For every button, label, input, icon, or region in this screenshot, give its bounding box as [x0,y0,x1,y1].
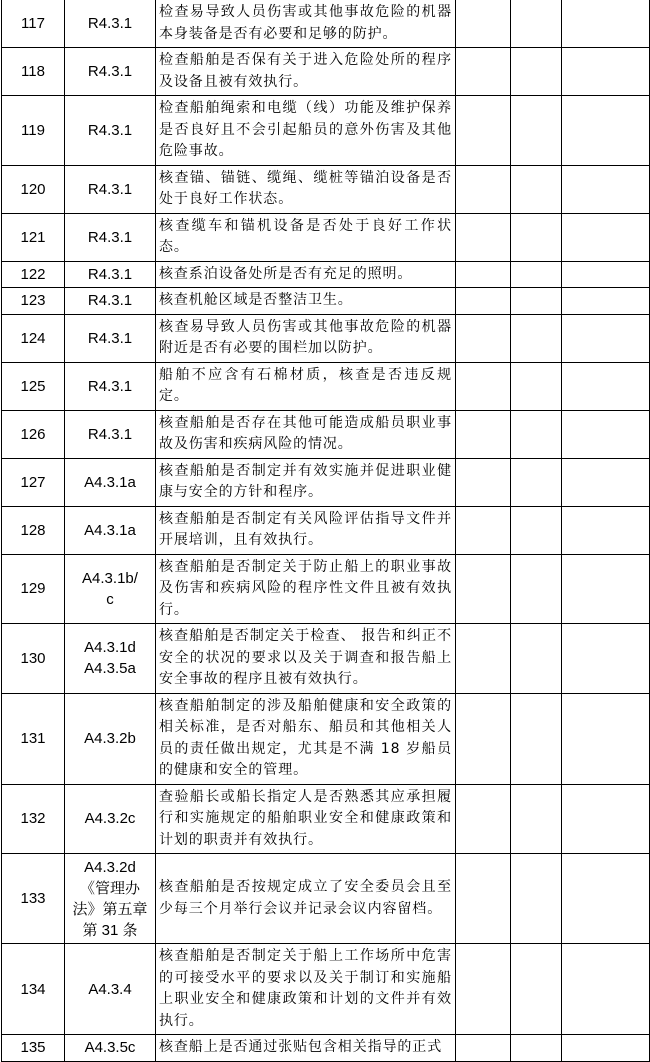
regulation-reference-line: R4.3.1 [87,228,133,246]
regulation-reference [65,410,156,458]
empty-cell [456,288,511,315]
row-number: 126 [2,410,65,458]
regulation-reference-line: A4.3.1a [84,473,136,491]
empty-cell [562,362,650,410]
regulation-reference [65,854,156,944]
empty-cell [562,48,650,96]
empty-cell [511,693,562,784]
empty-cell [562,506,650,554]
regulation-reference [65,944,156,1035]
empty-cell [562,554,650,624]
table-row [2,458,650,506]
table-row [2,1035,650,1062]
inspection-item-text: 检查船舶是否保有关于进入危险处所的程序及设备且被有效执行。 [156,48,456,96]
table-row [2,0,650,48]
inspection-item-text: 核查船舶制定的涉及船舶健康和安全政策的相关标准，是否对船东、船员和其他相关人员的责任做出规定，尤其是不满 18 岁船员的健康和安全的管理。 [156,693,456,784]
regulation-reference [65,362,156,410]
row-number: 118 [2,48,65,96]
row-number: 123 [2,288,65,315]
empty-cell [562,0,650,48]
row-number: 129 [2,554,65,624]
regulation-reference-line: A4.3.1a [84,521,136,539]
regulation-reference [65,458,156,506]
row-number: 120 [2,165,65,213]
regulation-reference-line: A4.3.1d [84,639,136,657]
inspection-item-text: 核查船舶是否存在其他可能造成船员职业事故及伤害和疾病风险的情况。 [156,410,456,458]
empty-cell [511,624,562,694]
empty-cell [511,165,562,213]
regulation-reference [65,261,156,288]
empty-cell [456,165,511,213]
row-number: 119 [2,96,65,166]
regulation-reference [65,213,156,261]
table-row [2,362,650,410]
empty-cell [511,410,562,458]
empty-cell [562,944,650,1035]
regulation-reference-line: A4.3.1b/ [82,569,138,587]
regulation-reference [65,165,156,213]
inspection-item-text: 核查船舶是否按规定成立了安全委员会且至少每三个月举行会议并记录会议内容留档。 [156,854,456,944]
empty-cell [562,624,650,694]
regulation-reference-line: A4.3.5c [84,1039,136,1057]
regulation-reference-line: A4.3.2c [84,810,136,828]
row-number: 133 [2,854,65,944]
inspection-item-text: 核查船舶是否制定有关风险评估指导文件并开展培训，且有效执行。 [156,506,456,554]
regulation-reference-line: 《管理办 [79,879,140,897]
inspection-checklist-table [1,0,650,1062]
empty-cell [511,944,562,1035]
regulation-reference [65,506,156,554]
empty-cell [511,261,562,288]
row-number: 125 [2,362,65,410]
row-number: 132 [2,784,65,854]
regulation-reference [65,48,156,96]
table-row [2,314,650,362]
empty-cell [456,96,511,166]
regulation-reference-line: R4.3.1 [87,425,133,443]
regulation-reference-line: A4.3.2b [84,730,136,747]
empty-cell [456,944,511,1035]
regulation-reference [65,96,156,166]
empty-cell [456,624,511,694]
table-row [2,624,650,694]
empty-cell [456,458,511,506]
empty-cell [562,288,650,315]
empty-cell [456,410,511,458]
regulation-reference-line: R4.3.1 [87,121,133,139]
regulation-reference [65,314,156,362]
empty-cell [562,693,650,784]
table-row [2,784,650,854]
empty-cell [511,48,562,96]
regulation-reference [65,1035,156,1062]
empty-cell [456,554,511,624]
empty-cell [456,0,511,48]
regulation-reference-line: R4.3.1 [87,377,133,395]
inspection-item-text: 核查船舶是否制定关于防止船上的职业事故及伤害和疾病风险的程序性文件且被有效执行。 [156,554,456,624]
inspection-item-text: 检查船舶绳索和电缆（线）功能及维护保养是否良好且不会引起船员的意外伤害及其他危险事故。 [156,96,456,166]
regulation-reference-line: R4.3.1 [87,265,133,283]
empty-cell [456,784,511,854]
empty-cell [511,0,562,48]
regulation-reference [65,624,156,694]
empty-cell [511,314,562,362]
row-number: 131 [2,693,65,784]
empty-cell [511,854,562,944]
inspection-item-text: 船舶不应含有石棉材质，核查是否违反规定。 [156,362,456,410]
regulation-reference-line: R4.3.1 [87,292,133,310]
empty-cell [562,314,650,362]
row-number: 134 [2,944,65,1035]
table-row [2,506,650,554]
inspection-item-text: 核查锚、锚链、缆绳、缆桩等锚泊设备是否处于良好工作状态。 [156,165,456,213]
table-row [2,213,650,261]
empty-cell [456,1035,511,1062]
inspection-item-text: 核查系泊设备处所是否有充足的照明。 [156,261,456,288]
table-row [2,261,650,288]
empty-cell [562,1035,650,1062]
regulation-reference [65,784,156,854]
row-number: 117 [2,0,65,48]
table-row [2,944,650,1035]
regulation-reference [65,0,156,48]
regulation-reference-line: R4.3.1 [87,329,133,347]
empty-cell [562,165,650,213]
row-number: 124 [2,314,65,362]
row-number: 135 [2,1035,65,1062]
empty-cell [511,506,562,554]
regulation-reference-line: A4.3.5a [84,660,136,678]
regulation-reference-line: A4.3.2d [84,858,136,876]
empty-cell [511,213,562,261]
row-number: 122 [2,261,65,288]
table-body [2,0,650,1061]
empty-cell [511,1035,562,1062]
empty-cell [456,362,511,410]
inspection-item-text: 检查易导致人员伤害或其他事故危险的机器本身装备是否有必要和足够的防护。 [156,0,456,48]
inspection-item-text: 核查易导致人员伤害或其他事故危险的机器附近是否有必要的围栏加以防护。 [156,314,456,362]
empty-cell [562,410,650,458]
inspection-item-text: 核查机舱区域是否整洁卫生。 [156,288,456,315]
table-row [2,165,650,213]
table-row [2,410,650,458]
empty-cell [562,261,650,288]
empty-cell [511,458,562,506]
inspection-item-text: 核查缆车和锚机设备是否处于良好工作状态。 [156,213,456,261]
regulation-reference-line: R4.3.1 [87,15,133,32]
empty-cell [562,854,650,944]
regulation-reference-line: 第 31 条 [82,921,138,939]
empty-cell [456,261,511,288]
empty-cell [511,288,562,315]
empty-cell [511,554,562,624]
table-row [2,48,650,96]
regulation-reference-line: A4.3.4 [88,980,132,998]
empty-cell [456,506,511,554]
regulation-reference-line: c [106,590,114,608]
table-row [2,288,650,315]
inspection-item-text: 核查船舶是否制定关于船上工作场所中危害的可接受水平的要求以及关于制订和实施船上职业安全和健康政策和计划的文件并有效执行。 [156,944,456,1035]
table-row [2,96,650,166]
empty-cell [562,784,650,854]
inspection-item-text: 核查船上是否通过张贴包含相关指导的正式 [156,1035,456,1062]
regulation-reference [65,554,156,624]
inspection-item-text: 查验船长或船长指定人是否熟悉其应承担履行和实施规定的船舶职业安全和健康政策和计划的职责并有效执行。 [156,784,456,854]
inspection-item-text: 核查船舶是否制定并有效实施并促进职业健康与安全的方针和程序。 [156,458,456,506]
regulation-reference-line: R4.3.1 [87,63,133,80]
empty-cell [562,458,650,506]
empty-cell [511,362,562,410]
inspection-item-text: 核查船舶是否制定关于检查、 报告和纠正不安全的状况的要求以及关于调查和报告船上安全事故的程序且被有效执行。 [156,624,456,694]
empty-cell [456,693,511,784]
regulation-reference-line: R4.3.1 [87,180,133,198]
empty-cell [511,96,562,166]
row-number: 128 [2,506,65,554]
empty-cell [456,314,511,362]
regulation-reference [65,693,156,784]
regulation-reference-line: 法》第五章 [72,900,148,918]
empty-cell [456,213,511,261]
table-row [2,854,650,944]
table-row [2,693,650,784]
row-number: 130 [2,624,65,694]
empty-cell [511,784,562,854]
empty-cell [456,48,511,96]
row-number: 127 [2,458,65,506]
empty-cell [562,96,650,166]
empty-cell [456,854,511,944]
regulation-reference [65,288,156,315]
row-number: 121 [2,213,65,261]
table-row [2,554,650,624]
empty-cell [562,213,650,261]
